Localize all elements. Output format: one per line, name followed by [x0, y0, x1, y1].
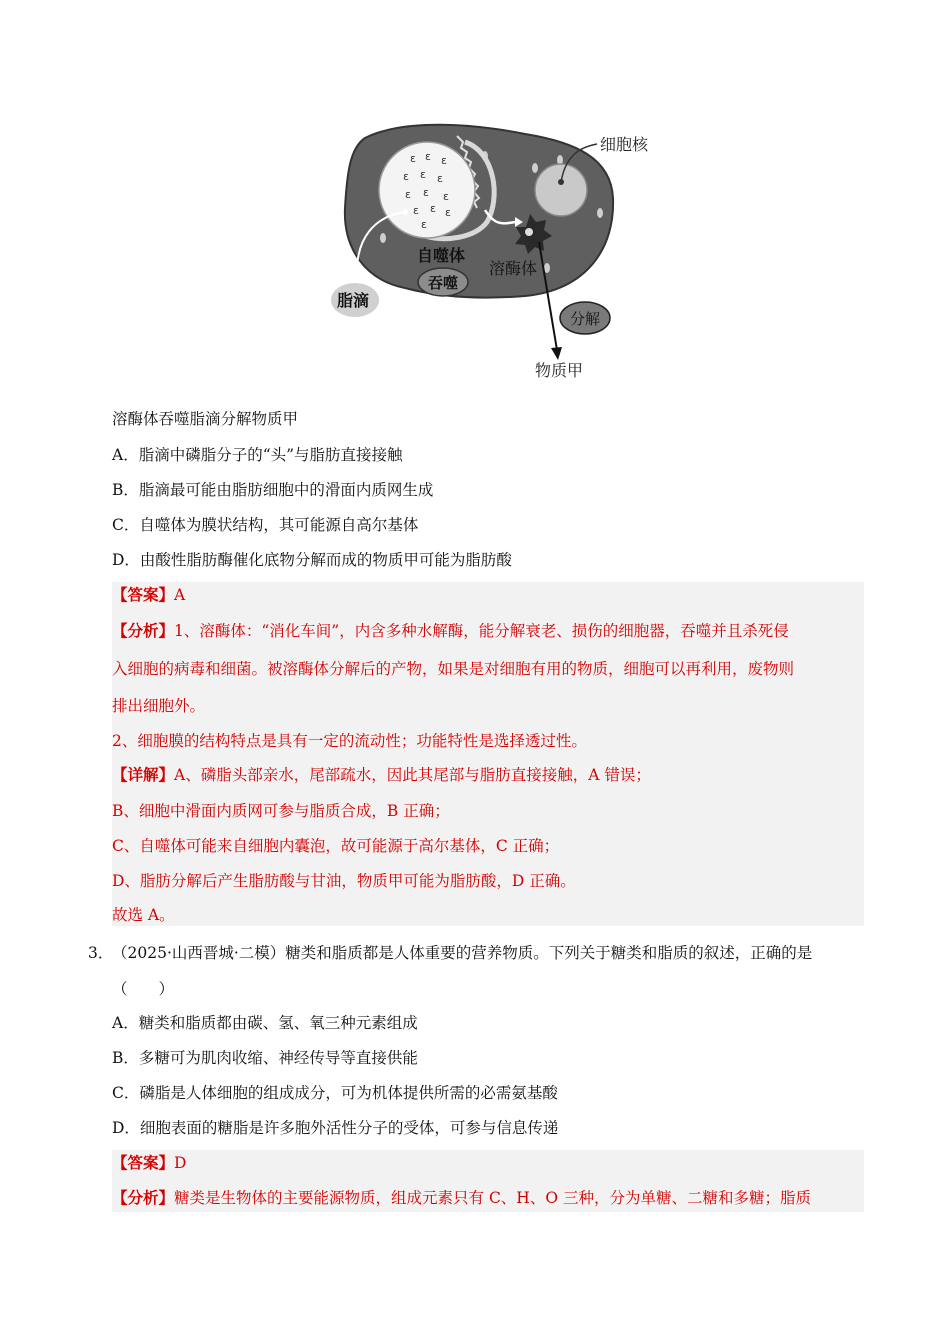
q2-detail-line-3: C、自噬体可能来自细胞内囊泡，故可能源于高尔基体，C 正确； [112, 837, 560, 855]
svg-text:ε: ε [443, 190, 449, 203]
svg-text:ε: ε [405, 188, 411, 201]
lysosome-label: 溶酶体 [488, 259, 538, 278]
svg-text:ε: ε [423, 186, 429, 199]
lipid-label: 脂滴 [336, 291, 370, 310]
answer-tag: 【答案】 [112, 585, 175, 604]
analysis-text: 糖类是生物体的主要能源物质，组成元素只有 C、H、O 三种，分为单糖、二糖和多糖；脂质 [174, 1189, 811, 1207]
substance-label: 物质甲 [534, 361, 584, 380]
lysosome-lipid-diagram [325, 118, 649, 390]
q3-stem-line-1: （2025·山西晋城·二模）糖类和脂质都是人体重要的营养物质。下列关于糖类和脂质的叙述，正确的是 [112, 944, 813, 962]
q3-option-d: D．细胞表面的糖脂是许多胞外活性分子的受体，可参与信息传递 [112, 1119, 559, 1137]
analysis-text: 1、溶酶体：“消化车间”，内含多种水解酶，能分解衰老、损伤的细胞器，吞噬并且杀死侵 [174, 622, 789, 640]
q3-option-b: B．多糖可为肌肉收缩、神经传导等直接供能 [112, 1049, 418, 1067]
q3-option-a: A．糖类和脂质都由碳、氢、氧三种元素组成 [112, 1014, 418, 1032]
q2-analysis-line-4: 2、细胞膜的结构特点是具有一定的流动性；功能特性是选择透过性。 [112, 732, 587, 750]
svg-text:ε: ε [430, 202, 436, 215]
answer-value: A [174, 586, 186, 604]
svg-text:ε: ε [445, 206, 451, 219]
engulf-label: 吞噬 [427, 274, 459, 292]
svg-text:ε: ε [403, 170, 409, 183]
q3-analysis-line-1 [112, 1187, 811, 1209]
q2-option-d: D．由酸性脂肪酶催化底物分解而成的物质甲可能为脂肪酸 [112, 551, 512, 569]
svg-text:ε: ε [420, 168, 426, 181]
q3-stem-line-2: （ ） [112, 980, 175, 998]
answer-tag: 【答案】 [112, 1153, 175, 1172]
autophagosome-label: 自噬体 [416, 246, 466, 265]
detail-tag: 【详解】 [112, 765, 175, 784]
analysis-tag: 【分析】 [112, 1188, 175, 1207]
detail-text: A、磷脂头部亲水，尾部疏水，因此其尾部与脂肪直接接触，A 错误； [174, 766, 651, 784]
svg-text:ε: ε [441, 154, 447, 167]
q2-option-c: C．自噬体为膜状结构，其可能源自高尔基体 [112, 516, 419, 534]
figure-caption: 溶酶体吞噬脂滴分解物质甲 [112, 410, 299, 428]
q2-answer-block [112, 582, 864, 926]
q2-detail-line-4: D、脂肪分解后产生脂肪酸与甘油，物质甲可能为脂肪酸，D 正确。 [112, 872, 576, 890]
q2-conclusion: 故选 A。 [112, 906, 175, 924]
q2-answer [112, 584, 185, 606]
q3-number: 3． [88, 944, 114, 962]
decompose-label: 分解 [569, 310, 601, 328]
nucleus-label: 细胞核 [600, 135, 649, 154]
svg-text:ε: ε [437, 172, 443, 185]
q2-analysis-line-3: 排出细胞外。 [112, 697, 206, 715]
svg-text:ε: ε [410, 152, 416, 165]
svg-text:ε: ε [413, 204, 419, 217]
q2-analysis-line-2: 入细胞的病毒和细菌。被溶酶体分解后的产物，如果是对细胞有用的物质，细胞可以再利用，废物则 [112, 660, 795, 678]
q2-detail-line-1 [112, 764, 651, 786]
svg-text:ε: ε [425, 150, 431, 163]
q2-detail-line-2: B、细胞中滑面内质网可参与脂质合成，B 正确； [112, 802, 450, 820]
answer-value: D [174, 1154, 187, 1172]
q2-analysis-line-1 [112, 620, 789, 642]
q2-option-b: B．脂滴最可能由脂肪细胞中的滑面内质网生成 [112, 481, 434, 499]
analysis-tag: 【分析】 [112, 621, 175, 640]
q3-answer-block [112, 1150, 864, 1212]
svg-text:ε: ε [421, 218, 427, 231]
q3-option-c: C．磷脂是人体细胞的组成成分，可为机体提供所需的必需氨基酸 [112, 1084, 558, 1102]
nucleus-shape [535, 164, 587, 216]
q2-option-a: A．脂滴中磷脂分子的“头”与脂肪直接接触 [112, 446, 403, 464]
q3-answer [112, 1152, 186, 1174]
